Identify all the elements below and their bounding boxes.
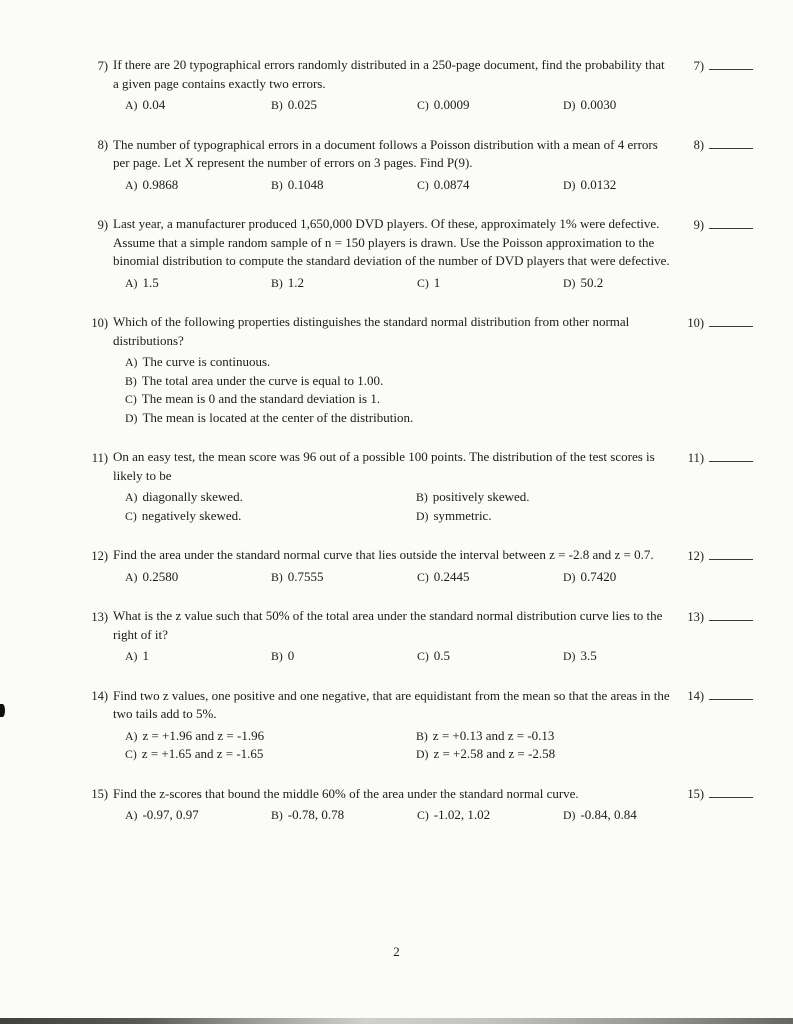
options-two-col [125,488,678,525]
question-number: 11) [91,450,108,465]
option-label: C) [417,808,429,822]
options-row [125,274,678,293]
option-label: D) [416,508,429,523]
option-b [271,96,417,115]
option-text: 1.5 [142,274,159,290]
question-text: Find two z values, one positive and one negative, that are equidistant from the mean so that the areas in the two tails add to 5%. [113,687,670,721]
option-c [417,647,563,666]
option-d [416,507,678,526]
option-b [125,372,678,391]
option-c [417,176,563,195]
answer-number: 11) [687,450,704,465]
options-row [125,176,678,195]
answer-line [709,785,753,798]
option-text: negatively skewed. [141,507,242,523]
question-text: Which of the following properties distinguishes the standard normal distribution from other normal distributions? [113,314,630,348]
answer-line [709,547,753,560]
option-text: -0.97, 0.97 [142,807,199,822]
option-d [563,806,678,825]
option-text: 0.2445 [433,568,470,584]
page-number: 2 [393,944,400,959]
option-label: A) [125,490,138,504]
option-label: C) [417,649,429,663]
question-8 [85,136,753,195]
question-11 [85,448,753,525]
option-text: 50.2 [580,274,604,290]
option-label: B) [416,490,428,504]
question-10 [85,313,753,427]
option-a [125,176,271,195]
option-label: D) [125,410,138,425]
option-text: z = +1.96 and z = -1.96 [142,727,265,743]
question-9 [85,215,753,292]
answer-slot [682,785,753,804]
answer-number: 14) [687,689,704,703]
option-b [271,806,417,825]
option-text: The mean is 0 and the standard deviation is 1. [141,391,381,406]
question-number: 13) [91,609,108,624]
option-text: 1.2 [287,274,305,290]
option-a [125,727,416,746]
option-a [125,96,271,115]
option-label: A) [125,275,138,290]
option-text: diagonally skewed. [142,489,243,504]
question-text: If there are 20 typographical errors randomly distributed in a 250-page document, find the probability that a given page contains exactly two errors. [113,57,665,91]
option-label: C) [417,275,429,290]
option-c [417,568,563,587]
option-label: B) [271,177,283,192]
question-number: 15) [91,787,108,801]
option-c [125,507,416,526]
option-label: B) [271,275,283,290]
option-label: A) [125,98,138,112]
answer-number: 13) [687,609,704,624]
option-text: The mean is located at the center of the distribution. [142,409,414,425]
option-label: A) [125,569,138,584]
option-label: B) [271,569,283,584]
options-stack [125,353,678,427]
option-text: 0.04 [142,97,166,112]
option-label: D) [563,177,576,192]
question-14 [85,687,753,764]
question-text: On an easy test, the mean score was 96 out of a possible 100 points. The distribution of the test scores is likely to be [113,449,655,483]
answer-number: 12) [687,548,704,563]
question-number: 9) [97,217,108,232]
option-label: B) [271,98,283,112]
option-a [125,488,416,507]
option-label: C) [417,98,429,112]
option-label: D) [563,275,576,290]
option-d [563,274,678,293]
option-label: A) [125,649,138,663]
answer-number: 15) [687,787,704,801]
option-label: B) [416,728,428,743]
option-b [271,647,417,666]
option-c [417,96,563,115]
option-c [125,390,678,409]
question-number: 12) [91,548,108,563]
option-label: B) [271,808,283,822]
option-d [563,176,678,195]
option-d [563,568,678,587]
question-number: 14) [91,689,108,703]
option-text: 0.1048 [287,176,324,192]
option-a [125,806,271,825]
option-label: C) [417,569,429,584]
question-text: Find the area under the standard normal curve that lies outside the interval between z = -2.8 and z = 0.7. [113,547,654,562]
option-label: D) [563,808,576,822]
option-a [125,353,678,372]
option-text: 0.0874 [433,176,470,192]
option-a [125,568,271,587]
option-b [416,727,678,746]
option-text: -0.78, 0.78 [287,807,345,822]
option-label: D) [416,747,429,761]
option-text: 0.2580 [142,568,179,584]
option-label: D) [563,98,576,112]
answer-slot [682,546,753,565]
answer-slot [682,687,753,706]
option-text: z = +2.58 and z = -2.58 [433,746,556,761]
question-text: Last year, a manufacturer produced 1,650,000 DVD players. Of these, approximately 1% were defective. Assume that a simple random sample of n = 150 players is drawn. Use the Poisson approximation to the binomial distribution to compute the standard deviation of the number of DVD players that were defective. [113,216,670,268]
options-row [125,568,678,587]
question-15 [85,785,753,825]
option-d [125,409,678,428]
option-text: 0.0030 [580,97,617,112]
option-label: C) [125,747,137,761]
option-c [417,274,563,293]
option-b [271,274,417,293]
question-number: 10) [91,315,108,330]
option-c [125,745,416,764]
answer-slot [682,448,753,467]
option-text: z = +0.13 and z = -0.13 [432,727,555,743]
answer-slot [682,607,753,626]
option-text: 0.7555 [287,568,324,584]
option-label: C) [125,508,137,523]
option-c [417,806,563,825]
option-a [125,647,271,666]
option-text: 0 [287,648,295,663]
question-13 [85,607,753,666]
option-label: B) [271,649,283,663]
option-text: -0.84, 0.84 [580,807,637,822]
option-text: 0.7420 [580,568,617,584]
option-text: 0.0009 [433,97,470,112]
question-text: The number of typographical errors in a document follows a Poisson distribution with a mean of 4 errors per page. Let X represent the number of errors on 3 pages. Find P(9). [113,136,658,170]
answer-number: 10) [687,315,704,330]
option-label: C) [417,177,429,192]
answer-slot [682,56,753,75]
options-two-col [125,727,678,764]
answer-line [709,608,753,621]
option-label: A) [125,728,138,743]
option-label: A) [125,808,138,822]
option-text: positively skewed. [432,489,530,504]
option-label: A) [125,355,138,369]
option-text: 1 [142,648,149,663]
question-text: Find the z-scores that bound the middle 60% of the area under the standard normal curve. [113,785,579,801]
scan-speck [0,704,5,717]
scan-bottom-edge [0,1018,793,1024]
answer-number: 9) [693,217,704,232]
option-b [271,176,417,195]
answer-slot [682,136,753,155]
answer-number: 7) [693,58,704,73]
option-text: 0.5 [433,648,451,663]
answer-line [709,136,753,149]
options-row [125,96,678,115]
question-number: 8) [97,138,108,152]
question-7 [85,56,753,115]
option-text: symmetric. [433,507,492,523]
option-text: 1 [433,274,441,290]
option-b [416,488,678,507]
option-label: D) [563,569,576,584]
answer-line [709,57,753,70]
option-text: The total area under the curve is equal to 1.00. [141,372,384,388]
option-text: -1.02, 1.02 [433,807,491,822]
option-text: z = +1.65 and z = -1.65 [141,746,264,761]
option-label: D) [563,649,576,663]
option-label: B) [125,373,137,388]
option-text: The curve is continuous. [142,354,271,369]
option-text: 0.025 [287,97,318,112]
answer-slot [682,215,753,234]
options-row [125,647,678,666]
option-text: 0.0132 [580,176,617,192]
answer-line [709,449,753,462]
option-d [416,745,678,764]
option-label: A) [125,177,138,192]
question-text: What is the z value such that 50% of the total area under the standard normal distribution curve lies to the right of it? [113,608,663,642]
option-label: C) [125,392,137,406]
option-d [563,96,678,115]
option-text: 0.9868 [142,176,179,192]
answer-number: 8) [693,138,704,152]
answer-slot [682,313,753,332]
answer-line [709,687,753,700]
option-d [563,647,678,666]
answer-line [709,314,753,327]
question-12 [85,546,753,586]
answer-line [709,216,753,229]
option-a [125,274,271,293]
option-b [271,568,417,587]
question-number: 7) [97,58,108,73]
option-text: 3.5 [580,648,597,663]
options-row [125,806,678,825]
